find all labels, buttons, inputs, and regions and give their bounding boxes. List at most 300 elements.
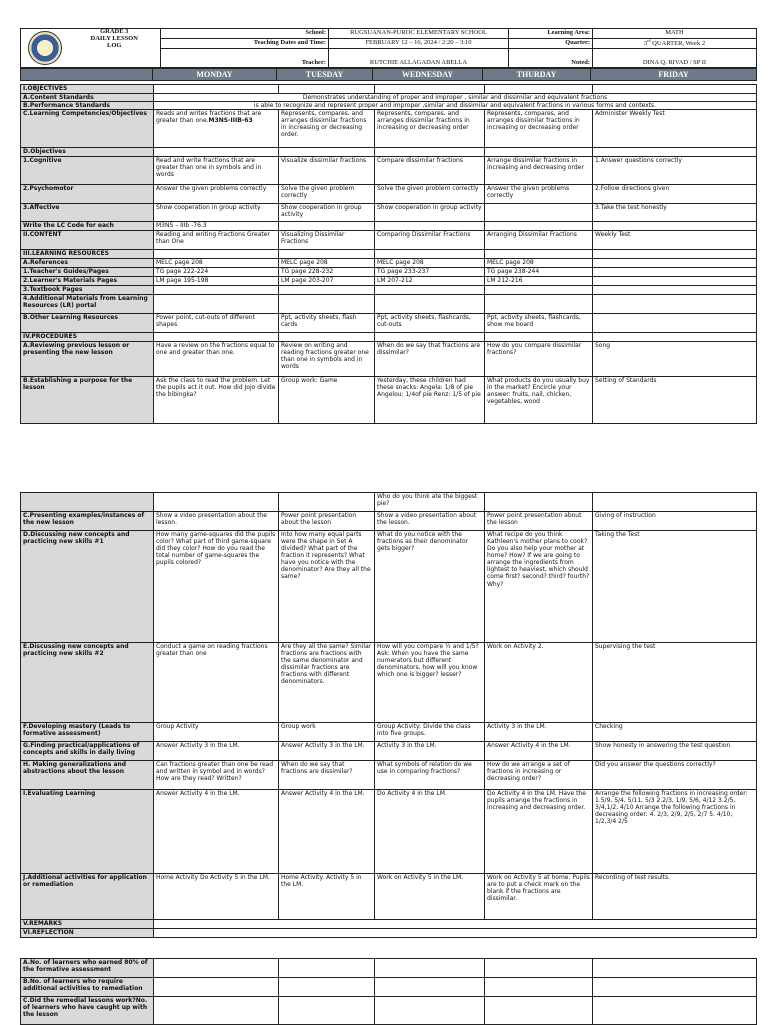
- cell-text: Represents, compares, and arranges dissimilar fractions in increasing or decreasing order.: [281, 110, 367, 139]
- cell-text: Show honesty in answering the test question: [595, 742, 731, 749]
- cell-text: What recipe do you think Kathleen's mother plans to cook? Do you also help your mother at home? How? If we are going to arrange the ingredients from lightest to heaviest, which should come first? second? third? fourth? Why?: [487, 531, 590, 588]
- cell-text: Answer Activity 4 in the LM.: [281, 790, 365, 797]
- day-cell: [375, 185, 485, 204]
- cell-text: TG page 233-237: [377, 268, 430, 276]
- day-cell: [375, 204, 485, 222]
- day-cell: [485, 997, 593, 1025]
- day-cell: [485, 268, 593, 277]
- cell-text: Reads and writes fractions that are greater than one.: [156, 110, 262, 125]
- row-label: 2.Learner's Materials Pages: [21, 277, 154, 286]
- day-cell: [154, 85, 279, 94]
- day-cell: [485, 277, 593, 286]
- teacher-value: RUTCHIE ALLAGADAN ABELLA: [329, 49, 509, 68]
- day-cell: [593, 761, 757, 790]
- day-cell: [154, 295, 279, 314]
- school-label: School:: [161, 29, 329, 39]
- day-cell: [485, 493, 593, 512]
- day-cell: [375, 742, 485, 761]
- day-cell: [154, 222, 279, 231]
- day-cell: [279, 742, 375, 761]
- table-row: [21, 110, 757, 148]
- cell-text: Visualizing Dissimilar Fractions: [281, 231, 345, 246]
- day-cell: [154, 997, 279, 1025]
- day-cell: [375, 723, 485, 742]
- day-cell: [593, 874, 757, 920]
- day-cell: [485, 314, 593, 333]
- day-cell: [593, 204, 757, 222]
- cell-text: MELC page 208: [156, 259, 203, 267]
- day-cell: [154, 342, 279, 377]
- day-cell: [375, 978, 485, 997]
- day-cell: [279, 377, 375, 424]
- day-thursday: THURDAY: [483, 69, 591, 81]
- day-cell: [154, 643, 279, 723]
- day-cell: [593, 231, 757, 250]
- day-cell: [154, 333, 279, 342]
- day-cell: [375, 231, 485, 250]
- day-cell: [279, 790, 375, 874]
- cell-text: TG page 222-224: [156, 268, 209, 276]
- cell-text: 3.Take the test honestly: [595, 204, 667, 212]
- day-cell: [593, 268, 757, 277]
- noted-value: DINA Q. RIVAD / SP II: [593, 49, 757, 68]
- table-row: [21, 643, 757, 723]
- day-cell: [154, 790, 279, 874]
- day-cell: [154, 493, 279, 512]
- table-row: [21, 277, 757, 286]
- row-label: B.No. of learners who require additional activities to remediation: [21, 978, 154, 997]
- day-cell: [375, 85, 485, 94]
- title-line-2: DAILY LESSON: [90, 34, 138, 42]
- cell-text: 2.Follow directions given: [595, 185, 670, 193]
- teacher-label: Teacher:: [161, 49, 329, 68]
- day-cell: [375, 295, 485, 314]
- cell-text: Weekly Test: [595, 231, 631, 239]
- day-cell: [485, 333, 593, 342]
- cell-text: Have a review on the fractions equal to one and greater than one.: [156, 342, 275, 357]
- table-row: [21, 204, 757, 222]
- row-label: C.Learning Competencies/Objectives: [21, 110, 154, 148]
- cell-text: Answer Activity 3 in the LM.: [156, 742, 240, 749]
- cell-text: Arranging Dissimilar Fractions: [487, 231, 577, 239]
- dates-value: FEBRUARY 12 – 16, 2024 / 2:20 – 3:10: [329, 38, 509, 49]
- row-label: E.Discussing new concepts and practicing new skills #2: [21, 643, 154, 723]
- day-cell: [154, 231, 279, 250]
- cell-text: Work on Activity 5 in the LM.: [377, 874, 464, 881]
- row-label: I.OBJECTIVES: [21, 85, 154, 94]
- day-cell: [279, 723, 375, 742]
- day-cell: [375, 643, 485, 723]
- table-row: [21, 259, 757, 268]
- day-cell: [593, 85, 757, 94]
- table-row: [21, 723, 757, 742]
- quarter-label: Quarter:: [509, 38, 593, 49]
- day-cell: [154, 157, 279, 185]
- day-cell: [154, 978, 279, 997]
- cell-text: Show a video presentation about the lesson.: [156, 512, 267, 527]
- table-row: [21, 874, 757, 920]
- day-cell: [375, 959, 485, 978]
- cell-text: Answer the given problems correctly: [156, 185, 267, 193]
- table-row: [21, 342, 757, 377]
- row-span-cell: [154, 929, 757, 938]
- day-cell: [485, 85, 593, 94]
- cell-text: Work on Activity 5 at home. Pupils are to put a check mark on the blank if the fractions are dissimilar.: [487, 874, 590, 903]
- day-monday: MONDAY: [153, 69, 277, 81]
- school-value: RUGSUANAN-PUROC ELEMENTARY SCHOOL: [329, 29, 509, 39]
- day-friday: FRIDAY: [591, 69, 757, 81]
- cell-text: How do you compare dissimilar fractions?: [487, 342, 582, 357]
- document-title: [69, 29, 161, 68]
- day-cell: [279, 342, 375, 377]
- row-label: 3.Textbook Pages: [21, 286, 154, 295]
- cell-text: Arrange the following fractions in increasing order: 1.5/9, 5/4, 5/11, 5/3 2.2/3, 1/9, 5/6, 4/12 3.2/5, 3/4,1/2, 4/10 Arrange the following fractions in decreasing order: 4. 2/3, 2/9, 2/5, 2/7 5. 4/10, 1/2,3/4 2/5: [595, 790, 748, 826]
- row-label: A.References: [21, 259, 154, 268]
- cell-text: Did you answer the questions correctly?: [595, 761, 716, 768]
- day-cell: [154, 742, 279, 761]
- lesson-table-top: [20, 84, 756, 424]
- day-cell: [279, 643, 375, 723]
- cell-text: Administer Weekly Test: [595, 110, 665, 118]
- day-cell: [593, 790, 757, 874]
- row-label: A.Reviewing previous lesson or presenting the new lesson: [21, 342, 154, 377]
- table-row: [21, 377, 757, 424]
- row-label: 2.Psychomotor: [21, 185, 154, 204]
- day-cell: [593, 185, 757, 204]
- cell-text: LM 207-212: [377, 277, 413, 285]
- day-cell: [485, 723, 593, 742]
- day-cell: [485, 742, 593, 761]
- day-cell: [485, 204, 593, 222]
- day-cell: [279, 204, 375, 222]
- row-label: J.Additional activities for application or remediation: [21, 874, 154, 920]
- cell-text: Show cooperation in group activity: [377, 204, 482, 212]
- day-cell: [485, 377, 593, 424]
- day-cell: [154, 148, 279, 157]
- day-cell: [485, 259, 593, 268]
- day-cell: [279, 512, 375, 531]
- day-cell: [375, 997, 485, 1025]
- day-cell: [375, 286, 485, 295]
- day-cell: [154, 377, 279, 424]
- row-label: B.Establishing a purpose for the lesson: [21, 377, 154, 424]
- day-cell: [593, 723, 757, 742]
- cell-text: When do we say that fractions are dissimilar?: [377, 342, 481, 357]
- row-label: [21, 493, 154, 512]
- day-cell: [593, 342, 757, 377]
- table-row: [21, 102, 757, 110]
- day-cell: [485, 148, 593, 157]
- row-label: C.Did the remedial lessons work?No. of learners who have caught up with the lesson: [21, 997, 154, 1025]
- table-row: [21, 85, 757, 94]
- day-cell: [485, 286, 593, 295]
- day-cell: [593, 286, 757, 295]
- day-cell: [375, 314, 485, 333]
- cell-text: 1.Answer questions correctly: [595, 157, 682, 165]
- cell-text: What products do you usually buy in the market? Encircle your answer: fruits, nail, chicken, vegetables, wood: [487, 377, 590, 406]
- day-cell: [593, 148, 757, 157]
- day-cell: [593, 277, 757, 286]
- cell-text: LM page 195-198: [156, 277, 209, 285]
- cell-text: Into how many equal parts were the shape in Set A divided? What part of the fraction it represents? What have you notice with the denominator? Are they all the same?: [281, 531, 371, 581]
- learning-area-label: Learning Area:: [509, 29, 593, 39]
- day-cell: [154, 110, 279, 148]
- day-wednesday: WEDNESDAY: [373, 69, 483, 81]
- cell-text: Solve the given problem correctly: [281, 185, 355, 200]
- day-cell: [485, 978, 593, 997]
- cell-text: Show cooperation in group activity: [281, 204, 362, 219]
- cell-text: TG page 238-244: [487, 268, 540, 276]
- day-cell: [375, 250, 485, 259]
- day-cell: [154, 761, 279, 790]
- lesson-table-procedures: [20, 492, 756, 938]
- day-cell: [154, 204, 279, 222]
- day-cell: [154, 250, 279, 259]
- row-label: IV.PROCEDURES: [21, 333, 154, 342]
- table-row: [21, 185, 757, 204]
- day-cell: [593, 978, 757, 997]
- day-cell: [485, 959, 593, 978]
- day-cell: [485, 222, 593, 231]
- day-cell: [375, 874, 485, 920]
- day-cell: [279, 978, 375, 997]
- lc-code: M3NS-IIIB-63: [208, 117, 253, 125]
- day-cell: [279, 314, 375, 333]
- cell-text: Answer Activity 4 in the LM.: [487, 742, 571, 749]
- cell-text: LM 212-216: [487, 277, 523, 285]
- row-label: 3.Affective: [21, 204, 154, 222]
- row-span-cell: is able to recognize and represent proper and improper ,similar and dissimilar and equivalent fractions in various forms and contexts.: [154, 102, 757, 110]
- day-cell: [485, 790, 593, 874]
- day-cell: [485, 643, 593, 723]
- row-label: D.Objectives: [21, 148, 154, 157]
- cell-text: Recording of test results.: [595, 874, 671, 881]
- day-cell: [485, 110, 593, 148]
- row-label: 4.Additional Materials from Learning Resources (LR) portal: [21, 295, 154, 314]
- day-cell: [154, 185, 279, 204]
- cell-text: Group Activity: [156, 723, 199, 730]
- cell-text: Activity 3 in the LM.: [487, 723, 547, 730]
- cell-text: Are they all the same? Similar fractions are fractions with the same denominator and dissimilar fractions are fractions with different denominators.: [281, 643, 372, 686]
- row-label: A.Content Standards: [21, 94, 154, 102]
- day-cell: [375, 148, 485, 157]
- cell-text: Setting of Standards: [595, 377, 657, 385]
- cell-text: Power point presentation about the lesson: [487, 512, 582, 527]
- day-cell: [279, 295, 375, 314]
- noted-label: Noted:: [509, 49, 593, 68]
- day-cell: [279, 493, 375, 512]
- cell-text: Group work: [281, 723, 316, 730]
- row-label: H. Making generalizations and abstractions about the lesson: [21, 761, 154, 790]
- day-cell: [154, 531, 279, 643]
- day-cell: [279, 231, 375, 250]
- table-row: [21, 268, 757, 277]
- day-cell: [154, 286, 279, 295]
- cell-text: MELC page 208: [377, 259, 424, 267]
- table-row: [21, 231, 757, 250]
- day-cell: [279, 222, 375, 231]
- day-cell: [485, 295, 593, 314]
- day-cell: [279, 157, 375, 185]
- day-cell: [375, 268, 485, 277]
- day-cell: [279, 531, 375, 643]
- cell-text: Represents, compares, and arranges dissimilar fractions in increasing or decreasing order: [487, 110, 580, 132]
- cell-text: How do we arrange a set of fractions in increasing or decreasing order?: [487, 761, 570, 783]
- cell-text: M3NS – IIIb -76.3: [156, 222, 207, 230]
- table-row: [21, 295, 757, 314]
- table-row: [21, 929, 757, 938]
- row-label: D.Discussing new concepts and practicing new skills #1: [21, 531, 154, 643]
- cell-text: Reading and writing Fractions Greater than One: [156, 231, 270, 246]
- row-label: Write the LC Code for each: [21, 222, 154, 231]
- day-cell: [485, 231, 593, 250]
- table-row: [21, 790, 757, 874]
- cell-text: Read and write fractions that are greater than one in symbols and in words: [156, 157, 262, 179]
- cell-text: Power point, cut-outs of different shapes: [156, 314, 255, 329]
- day-cell: [593, 259, 757, 268]
- table-row: [21, 314, 757, 333]
- cell-text: Visualize dissimilar fractions: [281, 157, 367, 165]
- table-row: [21, 761, 757, 790]
- day-cell: [279, 997, 375, 1025]
- cell-text: Work on Activity 2.: [487, 643, 544, 650]
- day-cell: [279, 959, 375, 978]
- day-cell: [593, 110, 757, 148]
- row-label: III.LEARNING RESOURCES: [21, 250, 154, 259]
- cell-text: Group Activity: Divide the class into five groups.: [377, 723, 471, 738]
- day-cell: [279, 333, 375, 342]
- lesson-table-reflection: [20, 958, 756, 1025]
- day-cell: [375, 277, 485, 286]
- cell-text: Do Activity 4 in the LM. Have the pupils arrange the fractions in increasing and decreasing order.: [487, 790, 586, 812]
- row-label: VI.REFLECTION: [21, 929, 154, 938]
- row-span-cell: Demonstrates understanding of proper and improper , similar and dissimilar and equivalent fractions: [154, 94, 757, 102]
- day-cell: [485, 185, 593, 204]
- table-row: [21, 512, 757, 531]
- cell-text: Show a video presentation about the lesson.: [377, 512, 477, 527]
- cell-text: Answer Activity 3 in the LM.: [281, 742, 365, 749]
- day-cell: [279, 874, 375, 920]
- deped-seal: [21, 29, 69, 68]
- day-cell: [593, 997, 757, 1025]
- day-cell: [593, 959, 757, 978]
- table-row: [21, 222, 757, 231]
- row-label: 1.Teacher's Guides/Pages: [21, 268, 154, 277]
- day-cell: [154, 512, 279, 531]
- day-cell: [154, 259, 279, 268]
- cell-text: What do you notice with the fractions as their denominator gets bigger?: [377, 531, 469, 553]
- day-cell: [593, 531, 757, 643]
- table-row: [21, 997, 757, 1025]
- day-cell: [593, 222, 757, 231]
- row-label: F.Developing mastery (Leads to formative assessment): [21, 723, 154, 742]
- table-row: [21, 493, 757, 512]
- cell-text: Can fractions greater than one be read and written in symbol and in words? How are they read? Written?: [156, 761, 274, 783]
- day-cell: [375, 531, 485, 643]
- cell-text: Checking: [595, 723, 623, 730]
- day-cell: [154, 277, 279, 286]
- day-cell: [279, 185, 375, 204]
- table-row: [21, 250, 757, 259]
- day-cell: [375, 493, 485, 512]
- day-cell: [279, 250, 375, 259]
- table-row: [21, 959, 757, 978]
- day-cell: [593, 295, 757, 314]
- cell-text: Ppt, activity sheets, flash cards: [281, 314, 357, 329]
- day-cell: [279, 85, 375, 94]
- quarter-value: 3rd QUARTER, Week 2: [593, 38, 757, 49]
- day-cell: [375, 222, 485, 231]
- day-cell: [375, 259, 485, 268]
- row-label: A.No. of learners who earned 80% of the formative assessment: [21, 959, 154, 978]
- cell-text: MELC page 208: [281, 259, 328, 267]
- day-cell: [154, 723, 279, 742]
- table-row: [21, 157, 757, 185]
- cell-text: Group work: Game: [281, 377, 338, 385]
- day-cell: [375, 110, 485, 148]
- title-line-3: LOG: [107, 41, 122, 49]
- row-label: G.Finding practical/applications of concepts and skills in daily living: [21, 742, 154, 761]
- cell-text: MELC page 208: [487, 259, 534, 267]
- cell-text: Do Activity 4 in the LM.: [377, 790, 447, 797]
- day-cell: [593, 157, 757, 185]
- day-cell: [279, 110, 375, 148]
- table-row: [21, 742, 757, 761]
- day-cell: [154, 874, 279, 920]
- table-row: [21, 978, 757, 997]
- title-line-1: GRADE 3: [100, 28, 129, 35]
- day-cell: [375, 761, 485, 790]
- cell-text: Giving of instruction: [595, 512, 656, 519]
- cell-text: Who do you think ate the biggest pie?: [377, 493, 478, 508]
- cell-text: Taking the Test: [595, 531, 640, 538]
- day-cell: [485, 342, 593, 377]
- table-row: [21, 531, 757, 643]
- cell-text: Comparing Dissimilar Fractions: [377, 231, 471, 239]
- cell-text: What symbols of relation do we use in comparing fractions?: [377, 761, 472, 776]
- cell-text: Review on writing and reading fractions greater one than one in symbols and in words: [281, 342, 369, 371]
- row-label: V.REMARKS: [21, 920, 154, 929]
- day-cell: [593, 512, 757, 531]
- day-cell: [154, 959, 279, 978]
- table-row: [21, 286, 757, 295]
- day-cell: [593, 333, 757, 342]
- day-cell: [485, 531, 593, 643]
- day-cell: [375, 333, 485, 342]
- cell-text: Ppt, activity sheets, flashcards, cut-outs: [377, 314, 471, 329]
- day-cell: [375, 790, 485, 874]
- day-cell: [593, 314, 757, 333]
- table-row: [21, 94, 757, 102]
- cell-text: How many game-squares did the pupils color? What part of third game-square did they color? How do you read the total number of game-squares the pupils colored?: [156, 531, 276, 567]
- day-cell: [154, 314, 279, 333]
- day-cell: [485, 761, 593, 790]
- day-cell: [485, 250, 593, 259]
- cell-text: Arrange dissimilar fractions in increasing and decreasing order: [487, 157, 584, 172]
- table-row: [21, 920, 757, 929]
- day-cell: [375, 157, 485, 185]
- day-cell: [593, 250, 757, 259]
- cell-text: Ppt, activity sheets, flashcards, show me board: [487, 314, 581, 329]
- cell-text: Answer Activity 4 in the LM.: [156, 790, 240, 797]
- cell-text: Represents, compares, and arranges dissimilar fractions in increasing or decreasing order: [377, 110, 470, 132]
- day-cell: [375, 342, 485, 377]
- row-label: B.Performance Standards: [21, 102, 154, 110]
- day-cell: [279, 277, 375, 286]
- cell-text: When do we say that fractions are dissimilar?: [281, 761, 353, 776]
- day-cell: [593, 643, 757, 723]
- cell-text: LM page 203-207: [281, 277, 334, 285]
